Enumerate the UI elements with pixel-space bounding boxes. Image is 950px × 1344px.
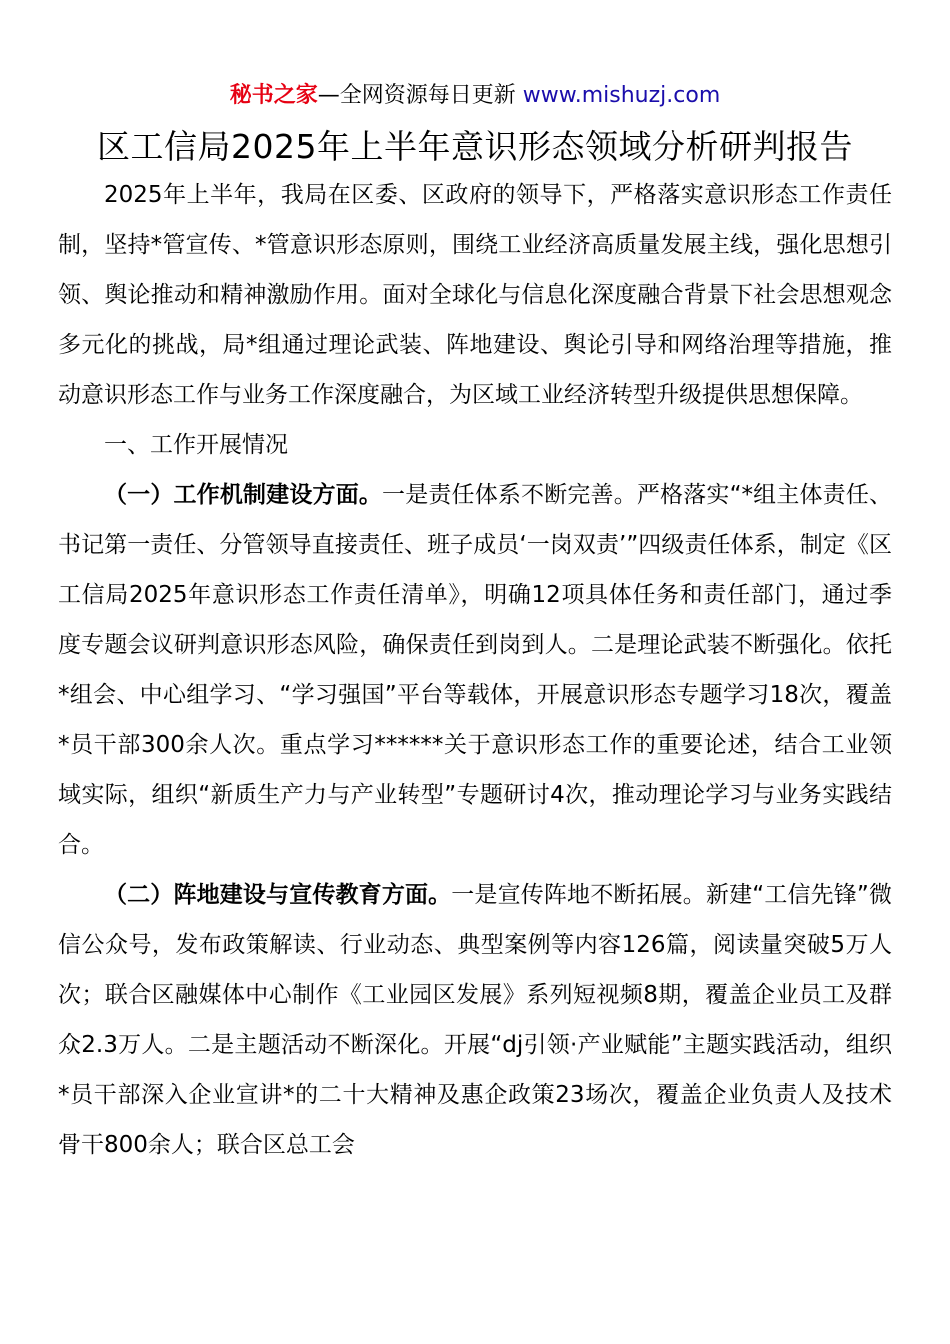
subsection-paragraph-2 bbox=[58, 870, 892, 1170]
section-heading-1: 一、工作开展情况 bbox=[104, 432, 288, 458]
site-header bbox=[0, 80, 950, 112]
subsection-lead-2: （二）阵地建设与宣传教育方面。 bbox=[104, 882, 452, 908]
subsection-text-1: 一是责任体系不断完善。严格落实“*组主体责任、书记第一责任、分管领导直接责任、班子成员‘一岗双责’”四级责任体系，制定《区工信局2025年意识形态工作责任清单》，明确12项具体任务和责任部门，通过季度专题会议研判意识形态风险，确保责任到岗到人。二是理论武装不断强化。依托*组会、中心组学习、“学习强国”平台等载体，开展意识形态专题学习18次，覆盖*员干部300余人次。重点学习******关于意识形态工作的重要论述，结合工业领域实际，组织“新质生产力与产业转型”专题研讨4次，推动理论学习与业务实践结合。 bbox=[58, 482, 892, 858]
subsection-lead-1: （一）工作机制建设方面。 bbox=[104, 482, 383, 508]
site-slogan: —全网资源每日更新 bbox=[317, 83, 516, 108]
site-url-link[interactable]: www.mishuzj.com bbox=[522, 83, 721, 108]
document-body bbox=[58, 170, 892, 1170]
intro-paragraph: 2025年上半年，我局在区委、区政府的领导下，严格落实意识形态工作责任制，坚持*管宣传、*管意识形态原则，围绕工业经济高质量发展主线，强化思想引领、舆论推动和精神激励作用。面对全球化与信息化深度融合背景下社会思想观念多元化的挑战，局*组通过理论武装、阵地建设、舆论引导和网络治理等措施，推动意识形态工作与业务工作深度融合，为区域工业经济转型升级提供思想保障。 bbox=[58, 182, 892, 408]
site-brand[interactable]: 秘书之家 bbox=[229, 83, 318, 108]
subsection-text-2: 一是宣传阵地不断拓展。新建“工信先锋”微信公众号，发布政策解读、行业动态、典型案例等内容126篇，阅读量突破5万人次；联合区融媒体中心制作《工业园区发展》系列短视频8期，覆盖企业员工及群众2.3万人。二是主题活动不断深化。开展“dj引领·产业赋能”主题实践活动，组织*员干部深入企业宣讲*的二十大精神及惠企政策23场次，覆盖企业负责人及技术骨干800余人；联合区总工会 bbox=[58, 882, 892, 1158]
document-title: 区工信局2025年上半年意识形态领域分析研判报告 bbox=[97, 127, 853, 166]
subsection-paragraph-1 bbox=[58, 470, 892, 870]
